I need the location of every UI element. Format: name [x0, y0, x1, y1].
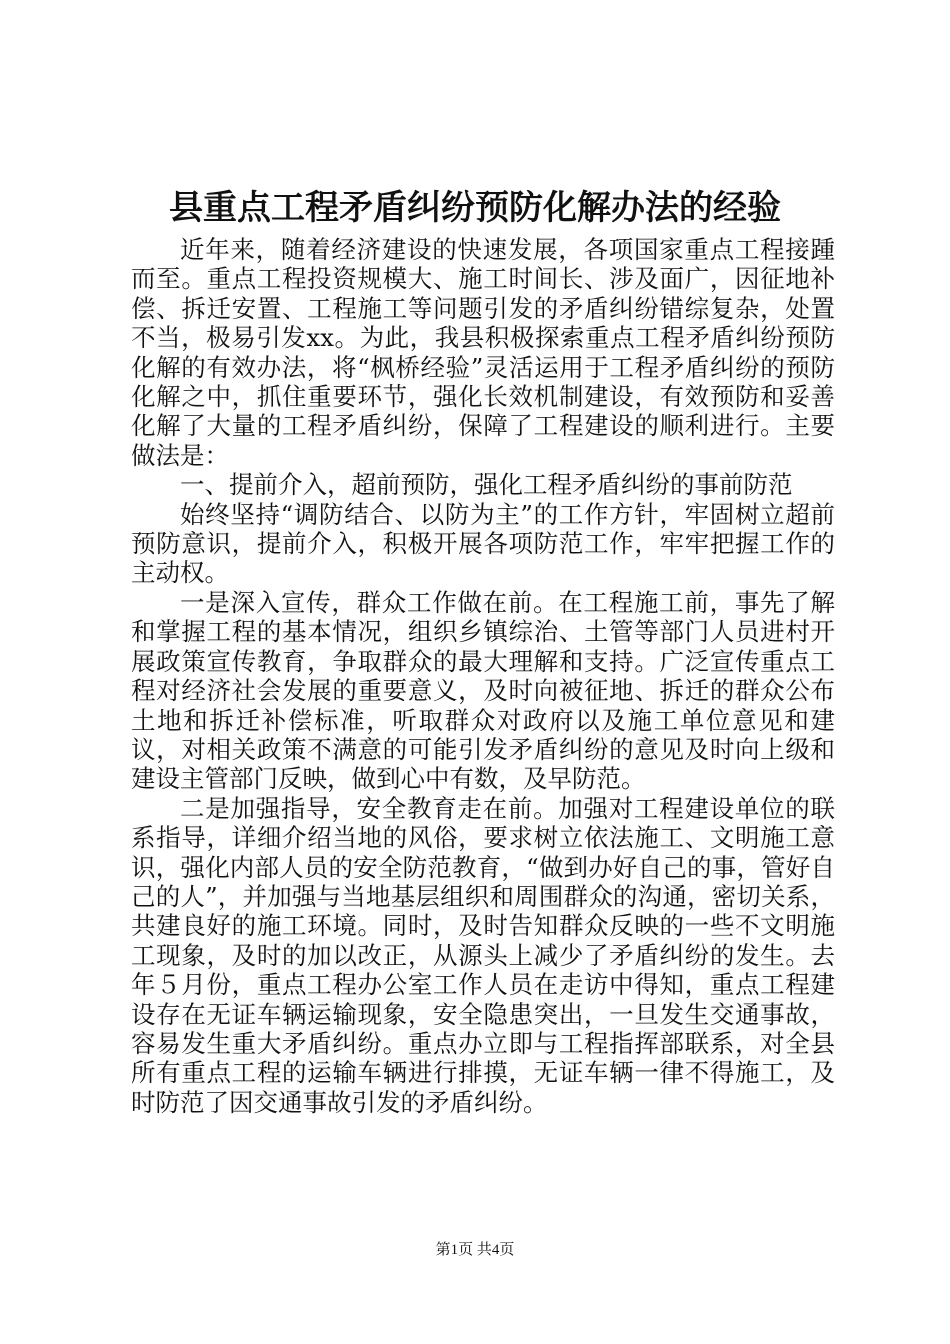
section-heading-1: 一、提前介入，超前预防，强化工程矛盾纠纷的事前防范	[180, 470, 793, 500]
document-body	[131, 235, 835, 1117]
document-title: 县重点工程矛盾纠纷预防化解办法的经验	[169, 188, 781, 228]
paragraph-point-1: 一是深入宣传，群众工作做在前。在工程施工前，事先了解和掌握工程的基本情况，组织乡镇综治、土管等部门人员进村开展政策宣传教育，争取群众的最大理解和支持。广泛宣传重点工程对经济社会发展的重要意义，及时向被征地、拆迁的群众公布土地和拆迁补偿标准，听取群众对政府以及施工单位意见和建议，对相关政策不满意的可能引发矛盾纠纷的意见及时向上级和建设主管部门反映，做到心中有数，及早防范。	[131, 587, 835, 794]
paragraph-intro: 近年来，随着经济建设的快速发展，各项国家重点工程接踵而至。重点工程投资规模大、施工时间长、涉及面广，因征地补偿、拆迁安置、工程施工等问题引发的矛盾纠纷错综复杂，处置不当，极易引发xx。为此，我县积极探索重点工程矛盾纠纷预防化解的有效办法，将“枫桥经验”灵活运用于工程矛盾纠纷的预防化解之中，抓住重要环节，强化长效机制建设，有效预防和妥善化解了大量的工程矛盾纠纷，保障了工程建设的顺利进行。主要做法是：	[131, 235, 835, 470]
paragraph-point-2: 二是加强指导，安全教育走在前。加强对工程建设单位的联系指导，详细介绍当地的风俗，要求树立依法施工、文明施工意识，强化内部人员的安全防范教育，“做到办好自己的事，管好自己的人”，并加强与当地基层组织和周围群众的沟通，密切关系，共建良好的施工环境。同时，及时告知群众反映的一些不文明施工现象，及时的加以改正，从源头上减少了矛盾纠纷的发生。去年５月份，重点工程办公室工作人员在走访中得知，重点工程建设存在无证车辆运输现象，安全隐患突出，一旦发生交通事故，容易发生重大矛盾纠纷。重点办立即与工程指挥部联系，对全县所有重点工程的运输车辆进行排摸，无证车辆一律不得施工，及时防范了因交通事故引发的矛盾纠纷。	[131, 793, 835, 1117]
page-number-footer: 第1页 共4页	[435, 1242, 515, 1258]
paragraph-section-intro: 始终坚持“调防结合、以防为主”的工作方针，牢固树立超前预防意识，提前介入，积极开展各项防范工作，牢牢把握工作的主动权。	[131, 499, 835, 588]
